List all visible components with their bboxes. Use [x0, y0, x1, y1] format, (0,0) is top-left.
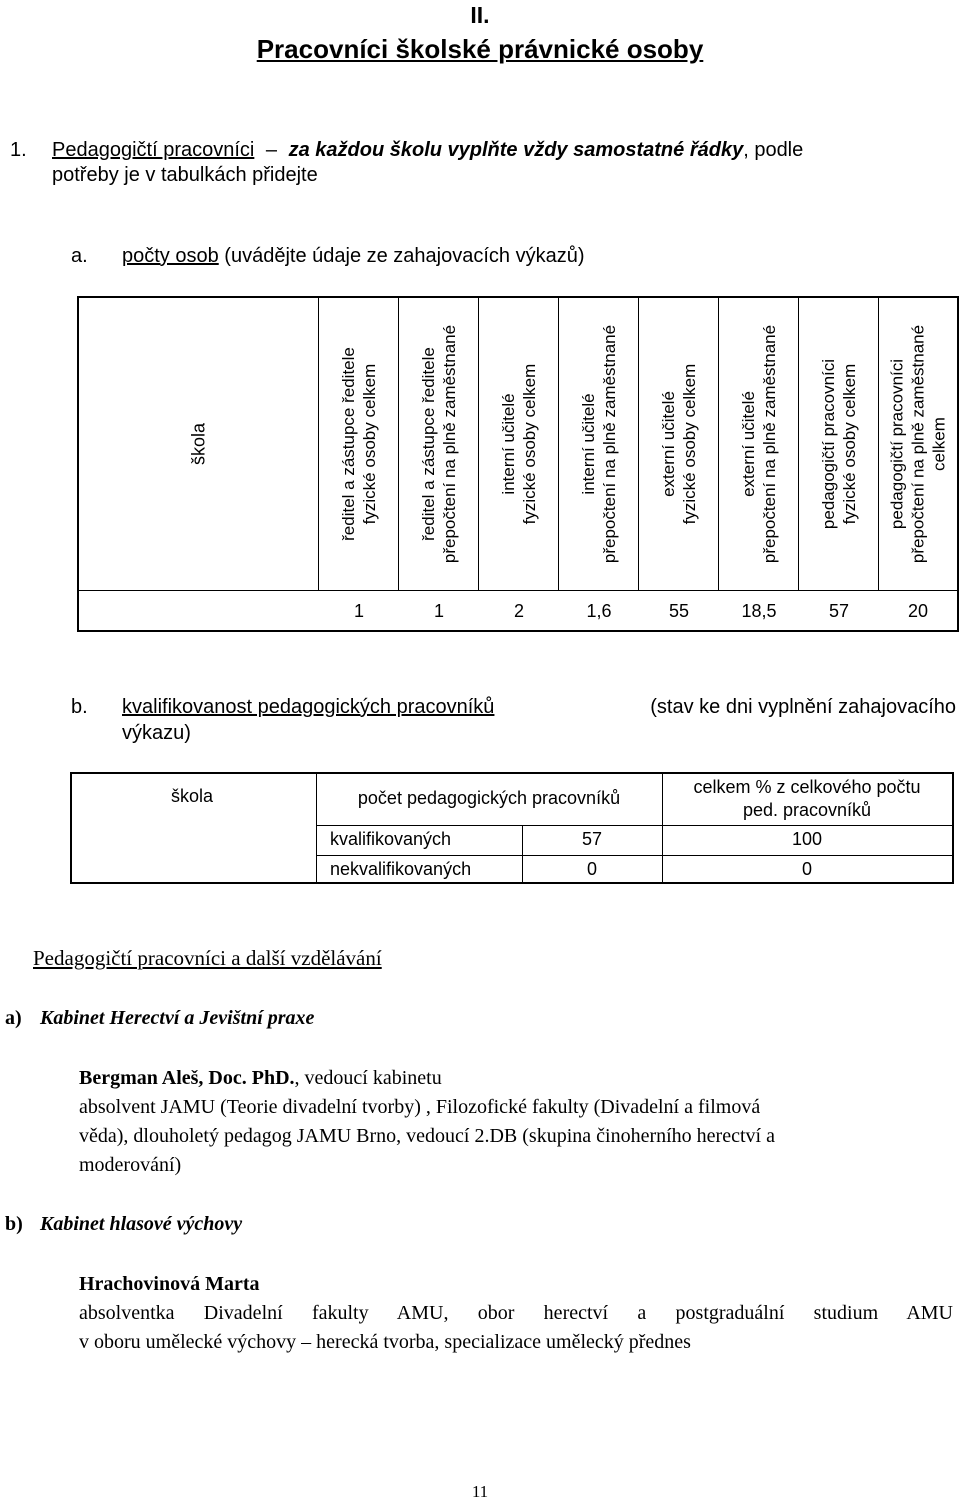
table-a-header-2: ředitel a zástupce ředitele přepočtení na plně zaměstnané	[399, 298, 479, 590]
cabinet-a-person-name: Bergman Aleš, Doc. PhD.	[79, 1067, 295, 1089]
cabinet-a-name: Kabinet Herectví a Jevištní praxe	[40, 1007, 315, 1029]
subsection-a-link[interactable]: počty osob	[122, 245, 219, 267]
staff-count-table	[77, 296, 959, 632]
subsection-b-line2: výkazu)	[122, 722, 191, 744]
education-title: Pedagogičtí pracovníci a další vzdělávání	[33, 946, 382, 970]
table-b-row-line	[316, 825, 952, 826]
table-a-header-5: externí učitelé fyzické osoby celkem	[639, 298, 719, 590]
subsection-b-link[interactable]: kvalifikovanost pedagogických pracovníků	[122, 696, 495, 718]
section-1-link[interactable]: Pedagogičtí pracovníci	[52, 139, 255, 161]
section-1-heading	[52, 137, 958, 163]
table-a-value: 18,5	[741, 601, 777, 621]
subsection-b-heading	[122, 694, 956, 720]
section-1-line2: potřeby je v tabulkách přidejte	[52, 164, 318, 186]
cabinet-b-bio-line: v oboru umělecké výchovy – herecká tvorba, specializace umělecký přednes	[79, 1331, 691, 1353]
table-a-header-3: interní učitelé fyzické osoby celkem	[479, 298, 559, 590]
table-a-header-4: interní učitelé přepočtení na plně zaměstnané	[559, 298, 639, 590]
table-b-header-school: škola	[170, 786, 214, 806]
table-a-value: 1,6	[586, 601, 612, 621]
subsection-a-heading	[122, 243, 585, 269]
table-b-row-percent: 100	[791, 829, 823, 849]
table-b-header-count: počet pedagogických pracovníků	[357, 788, 621, 808]
table-b-row-count: 57	[581, 829, 603, 849]
cabinet-b-name: Kabinet hlasové výchovy	[40, 1213, 243, 1235]
subsection-b-rest: (stav ke dni vyplnění zahajovacího	[650, 696, 956, 718]
table-b-row-percent: 0	[801, 859, 812, 879]
table-a-values-row	[79, 590, 957, 631]
cabinet-a-person-role: , vedoucí kabinetu	[294, 1067, 442, 1089]
page-number: 11	[471, 1482, 489, 1501]
section-1-rest: , podle	[743, 139, 804, 161]
table-a-header-1: ředitel a zástupce ředitele fyzické osoby celkem	[319, 298, 399, 590]
table-a-value: 2	[513, 601, 524, 621]
table-a-header-6: externí učitelé přepočtení na plně zaměstnané	[719, 298, 799, 590]
table-a-value: 57	[828, 601, 850, 621]
page-title: Pracovníci školské právnické osoby	[256, 34, 704, 64]
section-1-number: 1.	[10, 139, 27, 161]
table-a-header-7: pedagogičtí pracovníci fyzické osoby celkem	[799, 298, 879, 590]
cabinet-a-bio-line: věda), dlouholetý pedagog JAMU Brno, vedoucí 2.DB (skupina činoherního herectví a	[79, 1125, 775, 1147]
table-a-value: 55	[668, 601, 690, 621]
subsection-a-rest: (uvádějte údaje ze zahajovacích výkazů)	[224, 245, 585, 267]
table-b-header-percent: celkem % z celkového počtu ped. pracovníků	[693, 777, 921, 820]
cabinet-a-letter: a)	[5, 1007, 22, 1029]
qualification-table	[70, 772, 954, 884]
table-a-value: 20	[907, 601, 929, 621]
table-a-header-school: škola	[79, 298, 319, 590]
subsection-a-letter: a.	[71, 245, 88, 267]
cabinet-a-bio-line: absolvent JAMU (Teorie divadelní tvorby) , Filozofické fakulty (Divadelní a filmová	[79, 1096, 761, 1118]
section-1-instruction: za každou školu vyplňte vždy samostatné řádky	[288, 139, 744, 161]
section-roman-numeral: II.	[470, 2, 490, 28]
cabinet-b-person	[79, 1270, 260, 1299]
cabinet-b-bio-line: absolventka Divadelní fakulty AMU, obor herectví a postgraduální studium AMU	[79, 1302, 953, 1324]
cabinet-b-letter: b)	[5, 1213, 23, 1235]
table-b-row-label: nekvalifikovaných	[330, 859, 472, 879]
table-a-value: 1	[353, 601, 364, 621]
cabinet-b-person-name: Hrachovinová Marta	[79, 1273, 260, 1295]
section-1-dash: –	[265, 139, 278, 161]
table-b-row-line	[316, 855, 952, 856]
cabinet-a-bio-line: moderování)	[79, 1154, 182, 1176]
table-b-row-label: kvalifikovaných	[330, 829, 452, 849]
cabinet-a-person	[79, 1064, 442, 1093]
table-a-value: 1	[433, 601, 444, 621]
table-a-header-8: pedagogičtí pracovníci přepočtení na plně zaměstnané celkem	[887, 324, 949, 564]
subsection-b-letter: b.	[71, 696, 88, 718]
table-b-row-count: 0	[586, 859, 597, 879]
